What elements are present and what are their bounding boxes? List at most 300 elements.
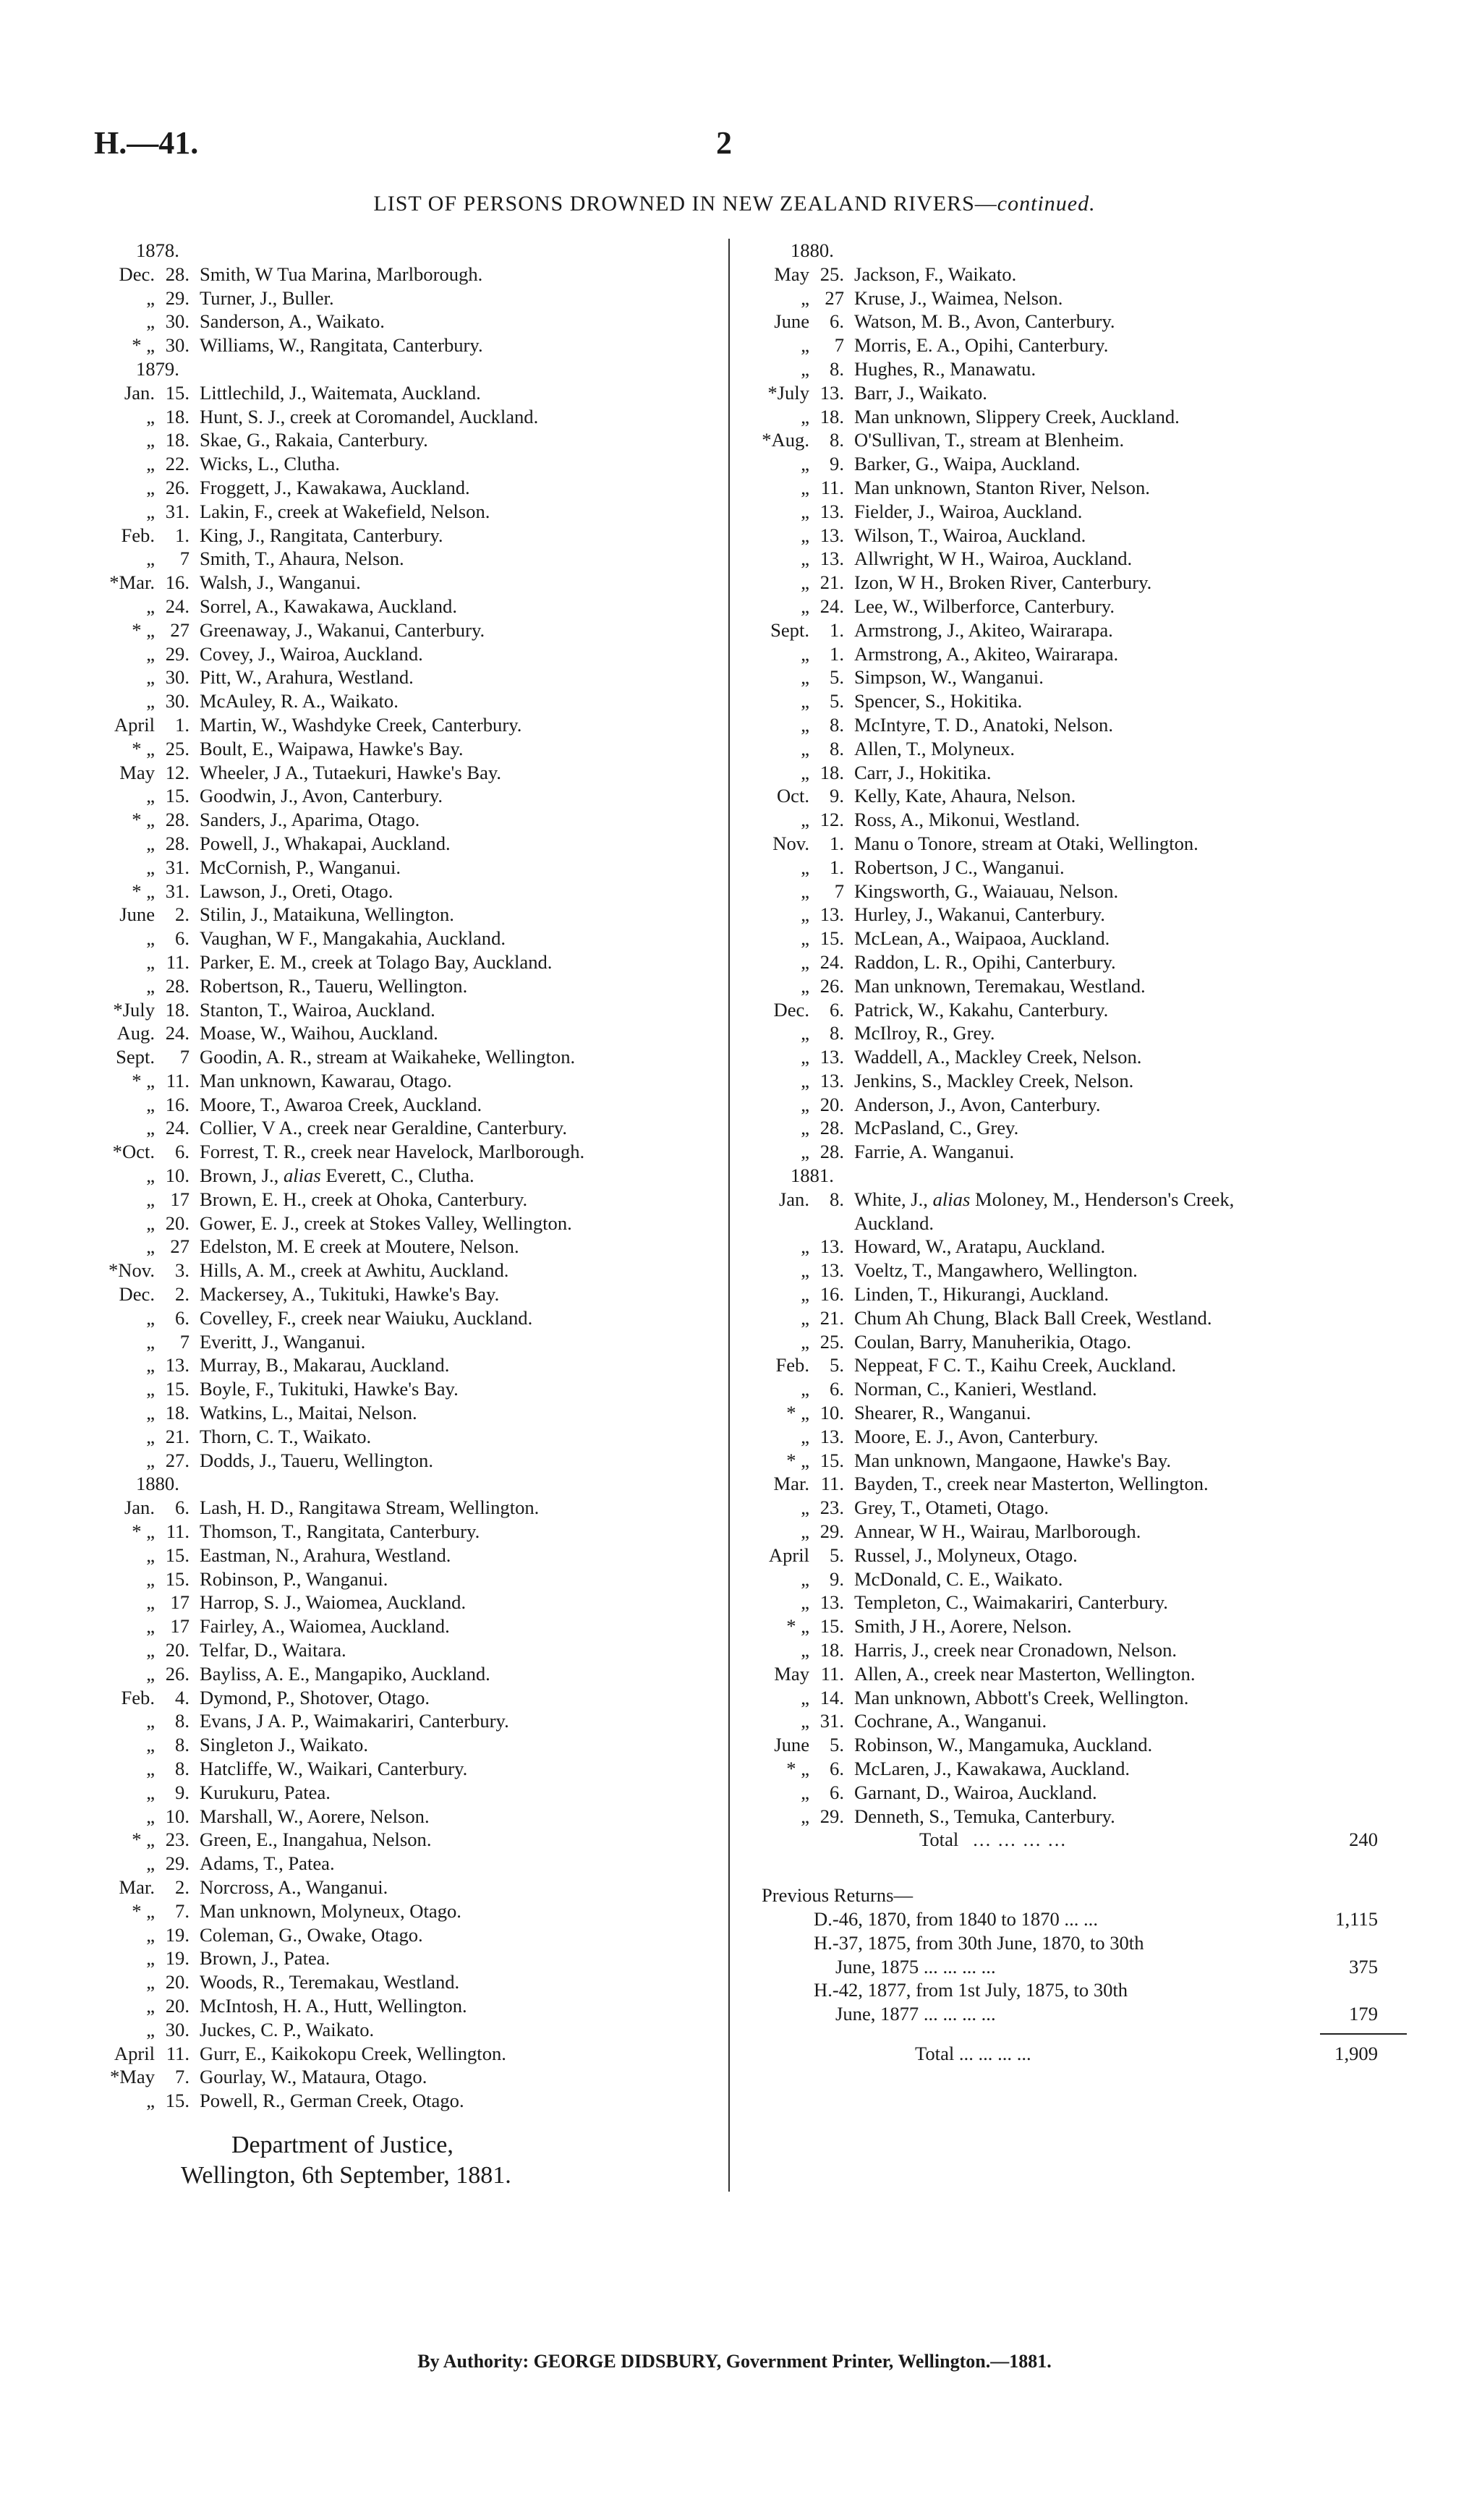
entry-day: 29.: [819, 1520, 844, 1543]
entry-day: 25.: [819, 263, 844, 285]
entry-row: [756, 1449, 1378, 1473]
entry-text: McDonald, C. E., Waikato.: [854, 1567, 1063, 1590]
entry-text: Fielder, J., Wairoa, Auckland.: [854, 500, 1083, 522]
entry-text: Boult, E., Waipawa, Hawke's Bay.: [200, 737, 464, 759]
previous-return-row: [756, 1978, 1378, 2002]
entry-row: [101, 1591, 709, 1614]
entry-day: 13.: [819, 500, 844, 522]
entry-day: 11.: [820, 1473, 844, 1495]
entry-month: „: [801, 1639, 809, 1661]
entry-text: Man unknown, Abbott's Creek, Wellington.: [854, 1686, 1189, 1708]
entry-text: Marshall, W., Aorere, Nelson.: [200, 1805, 430, 1827]
entry-day: 5.: [830, 1734, 844, 1756]
entry-row: [101, 333, 709, 357]
entry-row: [101, 428, 709, 452]
previous-return-row: [756, 1955, 1378, 1979]
entry-row: [756, 903, 1378, 927]
entry-month: *Mar.: [109, 571, 155, 594]
entry-day: 31.: [165, 880, 190, 902]
entry-day: 13.: [819, 1259, 844, 1282]
entry-month: „: [146, 856, 155, 878]
entry-row: [101, 1899, 709, 1923]
entry-day: 26.: [165, 1662, 190, 1685]
entry-text: Kurukuru, Patea.: [200, 1781, 331, 1803]
entry-text: Ross, A., Mikonui, Westland.: [854, 809, 1081, 831]
entry-day: 15.: [165, 1544, 190, 1566]
entry-day: 18.: [165, 998, 190, 1021]
entry-month: „: [146, 1781, 155, 1803]
entry-month: June: [119, 903, 155, 926]
entry-text: Wheeler, J A., Tutaekuri, Hawke's Bay.: [200, 761, 502, 783]
entry-day: 10.: [165, 1165, 190, 1187]
entry-day: 11.: [166, 1520, 190, 1543]
entry-day: 6.: [175, 1141, 190, 1163]
entry-day: 18.: [819, 1639, 844, 1661]
entry-month: * „: [132, 618, 155, 641]
entry-month: „: [801, 1259, 809, 1282]
year-heading: 1880.: [136, 1473, 179, 1495]
total-rule: [1320, 2033, 1407, 2035]
entry-row: [101, 1876, 709, 1899]
entry-day: 20.: [165, 1639, 190, 1661]
entry-day: 15.: [165, 1567, 190, 1590]
year-heading: 1880.: [791, 239, 834, 261]
entry-row: [101, 1686, 709, 1710]
entry-day: 13.: [819, 1046, 844, 1068]
entry-row: [101, 737, 709, 761]
entry-month: „: [801, 927, 809, 950]
entry-day: 7: [179, 548, 190, 570]
entry-day: 26.: [819, 974, 844, 997]
entry-row: [756, 1282, 1378, 1306]
entry-day: 30.: [165, 690, 190, 712]
entry-row: [101, 856, 709, 880]
entry-month: „: [146, 785, 155, 807]
entry-text: Barr, J., Waikato.: [854, 381, 987, 404]
entry-day: 6.: [830, 998, 844, 1021]
entry-month: „: [146, 1994, 155, 2017]
entry-month: „: [146, 1852, 155, 1875]
entry-day: 24.: [165, 1022, 190, 1044]
entry-month: „: [801, 1117, 809, 1139]
entry-row: [756, 1188, 1378, 1212]
entry-row: [101, 2089, 709, 2113]
previous-return-text: H.-37, 1875, from 30th June, 1870, to 30th: [814, 1931, 1144, 1954]
entry-row: [101, 1520, 709, 1544]
entry-day: 24.: [165, 1117, 190, 1139]
entry-month: Feb.: [121, 1686, 155, 1708]
entry-day: 12.: [165, 761, 190, 783]
entry-text: Stilin, J., Mataikuna, Wellington.: [200, 903, 454, 926]
entry-row: [756, 1805, 1378, 1829]
entry-row: [101, 405, 709, 429]
entry-month: Dec.: [773, 998, 809, 1021]
entry-text: Covey, J., Wairoa, Auckland.: [200, 642, 423, 665]
entry-month: „: [146, 286, 155, 309]
entry-row: [101, 1496, 709, 1520]
entry-day: 1.: [175, 524, 190, 546]
entry-row: [101, 1306, 709, 1330]
entry-row: [101, 950, 709, 974]
entry-text: Smith, T., Ahaura, Nelson.: [200, 548, 404, 570]
entry-text: Evans, J A. P., Waimakariri, Canterbury.: [200, 1710, 509, 1732]
entry-text: Denneth, S., Temuka, Canterbury.: [854, 1805, 1115, 1827]
entry-text: Juckes, C. P., Waikato.: [200, 2018, 375, 2040]
entry-row: [756, 1306, 1378, 1330]
entry-day: 29.: [165, 1852, 190, 1875]
entry-text: Skae, G., Rakaia, Canterbury.: [200, 429, 428, 451]
entry-day: 1.: [830, 832, 844, 854]
entry-text: Williams, W., Rangitata, Canterbury.: [200, 334, 483, 357]
entry-text: Bayden, T., creek near Masterton, Wellington.: [854, 1473, 1209, 1495]
entry-text: Hatcliffe, W., Waikari, Canterbury.: [200, 1758, 468, 1779]
entry-row: [756, 689, 1378, 713]
entry-text: Pitt, W., Arahura, Westland.: [200, 666, 414, 689]
entry-row: [101, 974, 709, 998]
entry-month: „: [146, 832, 155, 854]
grand-total-label: Total ... ... ... ...: [915, 2042, 1031, 2064]
entry-month: „: [146, 1923, 155, 1946]
entry-text: Hurley, J., Wakanui, Canterbury.: [854, 903, 1105, 926]
previous-return-text: H.-42, 1877, from 1st July, 1875, to 30th: [814, 1979, 1128, 2001]
entry-day: 31.: [165, 500, 190, 522]
entry-month: April: [768, 1544, 809, 1566]
entry-day: 26.: [165, 476, 190, 498]
entry-day: 29.: [165, 286, 190, 309]
entry-row: [756, 595, 1378, 618]
entry-day: 11.: [820, 1662, 844, 1685]
entry-month: „: [801, 500, 809, 522]
entry-day: 25.: [165, 737, 190, 759]
right-list: [756, 239, 1378, 1828]
entry-month: *Aug.: [762, 429, 809, 451]
entry-row: [101, 1923, 709, 1947]
entry-text: McLaren, J., Kawakawa, Auckland.: [854, 1758, 1131, 1779]
entry-row: [101, 1946, 709, 1970]
entry-month: „: [146, 429, 155, 451]
entry-text: Kelly, Kate, Ahaura, Nelson.: [854, 785, 1076, 807]
entry-day: 8.: [830, 713, 844, 736]
entry-day: 4.: [175, 1686, 190, 1708]
entry-month: Oct.: [776, 785, 809, 807]
entry-row: [756, 1140, 1378, 1164]
entry-text: Covelley, F., creek near Waiuku, Auckland.: [200, 1306, 533, 1329]
entry-text: Templeton, C., Waimakariri, Canterbury.: [854, 1591, 1168, 1614]
entry-row: [756, 1757, 1378, 1781]
entry-row: [101, 2018, 709, 2042]
entry-text: Telfar, D., Waitara.: [200, 1639, 346, 1661]
entry-day: 1.: [830, 642, 844, 665]
entry-text: Harrop, S. J., Waiomea, Auckland.: [200, 1591, 467, 1614]
entry-day: 21.: [819, 571, 844, 594]
entry-text: McCornish, P., Wanganui.: [200, 856, 401, 878]
previous-return-row: [756, 1907, 1378, 1931]
entry-text: Everitt, J., Wanganui.: [200, 1330, 366, 1353]
entry-row: [101, 1638, 709, 1662]
entry-day: 24.: [819, 595, 844, 617]
entry-day: 7.: [175, 2066, 190, 2088]
entry-month: Dec.: [119, 1283, 155, 1306]
entry-text: Kingsworth, G., Waiauau, Nelson.: [854, 880, 1119, 902]
entry-month: „: [801, 1710, 809, 1732]
entry-row: [101, 618, 709, 642]
entry-month: „: [146, 500, 155, 522]
entry-day: 8.: [830, 429, 844, 451]
entry-row: [101, 547, 709, 571]
entry-text: Gower, E. J., creek at Stokes Valley, Wellington.: [200, 1212, 572, 1234]
entry-row: [756, 333, 1378, 357]
entry-month: „: [146, 950, 155, 973]
entry-day: 15.: [165, 2090, 190, 2112]
entry-text: Vaughan, W F., Mangakahia, Auckland.: [200, 927, 506, 950]
entry-text: Murray, B., Makarau, Auckland.: [200, 1354, 450, 1376]
entry-row: [101, 1021, 709, 1045]
entry-text: Norcross, A., Wanganui.: [200, 1876, 388, 1898]
entry-day: 13.: [819, 524, 844, 546]
entry-text: Lash, H. D., Rangitawa Stream, Wellington.: [200, 1497, 540, 1519]
entry-text: Manu o Tonore, stream at Otaki, Wellington.: [854, 832, 1198, 854]
entry-month: „: [801, 1591, 809, 1614]
entry-month: „: [146, 2018, 155, 2040]
department-line: Department of Justice,: [231, 2132, 454, 2158]
entry-day: 2.: [175, 1283, 190, 1306]
entry-day: 20.: [819, 1093, 844, 1115]
entry-day: 13.: [819, 381, 844, 404]
printer-imprint: By Authority: GEORGE DIDSBURY, Government Printer, Wellington.—1881.: [417, 2351, 1052, 2372]
entry-day: 5.: [830, 690, 844, 712]
entry-month: „: [146, 1615, 155, 1638]
entry-month: „: [801, 1069, 809, 1091]
entry-row: [756, 1686, 1378, 1710]
entry-day: 27: [170, 1235, 190, 1258]
entry-row: [756, 1709, 1378, 1733]
place-date-line: Wellington, 6th September, 1881.: [181, 2162, 511, 2189]
entry-month: „: [801, 1283, 809, 1306]
entry-text: Gourlay, W., Mataura, Otago.: [200, 2066, 427, 2088]
entry-day: 15.: [819, 927, 844, 950]
entry-row: [101, 1662, 709, 1686]
entry-text: Carr, J., Hokitika.: [854, 761, 992, 783]
entry-row: [756, 998, 1378, 1022]
entry-month: „: [146, 1165, 155, 1187]
entry-row: [756, 476, 1378, 500]
entry-month: * „: [132, 880, 155, 902]
entry-row: [101, 1828, 709, 1852]
entry-month: „: [146, 1093, 155, 1115]
entry-row: [756, 1496, 1378, 1520]
entry-text: Waddell, A., Mackley Creek, Nelson.: [854, 1046, 1142, 1068]
entry-month: Sept.: [770, 618, 809, 641]
entry-row: [101, 1235, 709, 1259]
entry-text: McIlroy, R., Grey.: [854, 1022, 995, 1044]
entry-text: Moase, W., Waihou, Auckland.: [200, 1022, 438, 1044]
entry-row: [101, 310, 709, 333]
entry-month: April: [114, 2042, 155, 2064]
entry-text: Man unknown, Teremakau, Westland.: [854, 974, 1146, 997]
entry-text: Man unknown, Molyneux, Otago.: [200, 1899, 461, 1922]
entry-day: 15.: [819, 1615, 844, 1638]
entry-month: „: [801, 595, 809, 617]
entry-text: Parker, E. M., creek at Tolago Bay, Auckland.: [200, 950, 553, 973]
entry-row: [756, 547, 1378, 571]
entry-row: [756, 405, 1378, 429]
entry-day: 10.: [819, 1402, 844, 1424]
entry-month: June: [774, 1734, 809, 1756]
entry-text: Martin, W., Washdyke Creek, Canterbury.: [200, 713, 522, 736]
entry-row: [756, 1638, 1378, 1662]
entry-month: „: [801, 903, 809, 926]
entry-text: Garnant, D., Wairoa, Auckland.: [854, 1781, 1097, 1803]
entry-month: May: [119, 761, 155, 783]
entry-row: [101, 476, 709, 500]
entry-row: [101, 1757, 709, 1781]
entry-row: [756, 1353, 1378, 1377]
entry-row: [756, 1591, 1378, 1614]
entry-row: [756, 1401, 1378, 1425]
entry-month: „: [146, 453, 155, 475]
entry-row: [101, 500, 709, 524]
page-number: 2: [716, 125, 732, 161]
entry-text: Lee, W., Wilberforce, Canterbury.: [854, 595, 1115, 617]
entry-row: [101, 1069, 709, 1093]
entry-month: * „: [786, 1758, 809, 1779]
entry-month: Jan.: [124, 1497, 155, 1519]
entry-day: 28.: [165, 263, 190, 285]
entry-month: * „: [132, 737, 155, 759]
entry-day: 13.: [819, 1235, 844, 1258]
entry-row: [101, 1140, 709, 1164]
entry-row: [756, 1544, 1378, 1567]
entry-text: Lakin, F., creek at Wakefield, Nelson.: [200, 500, 490, 522]
document-code: H.—41.: [94, 125, 199, 161]
entry-day: 31.: [819, 1710, 844, 1732]
entry-text: Sorrel, A., Kawakawa, Auckland.: [200, 595, 457, 617]
entry-text: Cochrane, A., Wanganui.: [854, 1710, 1047, 1732]
entry-text: McLean, A., Waipaoa, Auckland.: [854, 927, 1110, 950]
entry-month: „: [146, 476, 155, 498]
entry-row: [756, 1425, 1378, 1449]
entry-row: [756, 713, 1378, 737]
entry-text: Morris, E. A., Opihi, Canterbury.: [854, 334, 1109, 357]
entry-text: Shearer, R., Wanganui.: [854, 1402, 1031, 1424]
year-heading: 1881.: [791, 1165, 834, 1187]
entry-day: 30.: [165, 310, 190, 333]
total-label: Total: [919, 1829, 959, 1851]
entry-row: [756, 1377, 1378, 1401]
entry-month: „: [801, 286, 809, 309]
total-row: [756, 1828, 1378, 1852]
entry-day: 30.: [165, 2018, 190, 2040]
entry-row: [101, 2065, 709, 2089]
entry-month: „: [801, 1425, 809, 1447]
entry-month: *July: [767, 381, 809, 404]
entry-day: 2.: [175, 1876, 190, 1898]
entry-text: Raddon, L. R., Opihi, Canterbury.: [854, 950, 1116, 973]
entry-text: Forrest, T. R., creek near Havelock, Marlborough.: [200, 1141, 585, 1163]
entry-month: „: [801, 571, 809, 594]
entry-row: [101, 1282, 709, 1306]
entry-row: [756, 1235, 1378, 1259]
previous-returns-heading: Previous Returns—: [762, 1884, 914, 1907]
entry-month: „: [801, 1093, 809, 1115]
entry-text: Moore, T., Awaroa Creek, Auckland.: [200, 1093, 482, 1115]
entry-text: Robinson, W., Mangamuka, Auckland.: [854, 1734, 1153, 1756]
entry-text: McIntosh, H. A., Hutt, Wellington.: [200, 1994, 467, 2017]
entry-day: 6.: [830, 1378, 844, 1400]
entry-day: 28.: [165, 809, 190, 831]
entry-row: [101, 665, 709, 689]
entry-month: „: [801, 880, 809, 902]
entry-month: „: [801, 974, 809, 997]
entry-month: *May: [109, 2066, 155, 2088]
entry-day: 22.: [165, 453, 190, 475]
entry-text: Sanderson, A., Waikato.: [200, 310, 385, 333]
entry-text: Collier, V A., creek near Geraldine, Canterbury.: [200, 1117, 567, 1139]
entry-row: [756, 1733, 1378, 1757]
entry-day: 1.: [830, 618, 844, 641]
entry-month: „: [146, 1188, 155, 1210]
entry-row: [756, 761, 1378, 785]
entry-day: 6.: [175, 1306, 190, 1329]
entry-row: [756, 1330, 1378, 1354]
entry-row: [101, 1116, 709, 1140]
previous-return-value: 1,115: [1335, 1907, 1378, 1930]
entry-day: 28.: [819, 1117, 844, 1139]
entry-day: 30.: [165, 666, 190, 689]
entry-row: [101, 1425, 709, 1449]
entry-row: [101, 2042, 709, 2066]
entry-month: „: [146, 1805, 155, 1827]
entry-row: [756, 856, 1378, 880]
entry-text: Man unknown, Kawarau, Otago.: [200, 1069, 452, 1091]
entry-row: [756, 524, 1378, 548]
entry-row: [756, 1614, 1378, 1638]
entry-text: Grey, T., Otameti, Otago.: [854, 1497, 1049, 1519]
entry-row: [101, 1544, 709, 1567]
entry-day: 16.: [819, 1283, 844, 1306]
entry-month: „: [146, 548, 155, 570]
entry-month: „: [801, 334, 809, 357]
entry-row: [101, 1781, 709, 1805]
entry-day: 13.: [819, 903, 844, 926]
entry-text: Jenkins, S., Mackley Creek, Nelson.: [854, 1069, 1134, 1091]
entry-day: 10.: [165, 1805, 190, 1827]
entry-row: [101, 1614, 709, 1638]
entry-month: „: [146, 690, 155, 712]
entry-day: 6.: [830, 310, 844, 333]
entry-month: „: [146, 1544, 155, 1566]
page-title: [0, 192, 1469, 216]
entry-text: Edelston, M. E creek at Moutere, Nelson.: [200, 1235, 519, 1258]
entry-day: 15.: [819, 1449, 844, 1471]
entry-month: „: [801, 1805, 809, 1827]
entry-row: [756, 357, 1378, 381]
entry-day: 31.: [165, 856, 190, 878]
grand-total-value: 1,909: [1334, 2042, 1378, 2064]
entry-row: [756, 618, 1378, 642]
entry-text: Goodin, A. R., stream at Waikaheke, Wellington.: [200, 1046, 576, 1068]
entry-row: [756, 1567, 1378, 1591]
entry-text: Thomson, T., Rangitata, Canterbury.: [200, 1520, 480, 1543]
entry-row: [101, 1401, 709, 1425]
entry-row: [101, 1353, 709, 1377]
entry-month: „: [801, 642, 809, 665]
entry-text: Adams, T., Patea.: [200, 1852, 335, 1875]
entry-day: 20.: [165, 1971, 190, 1993]
entry-month: „: [801, 856, 809, 878]
entry-text: Stanton, T., Wairoa, Auckland.: [200, 998, 435, 1021]
entry-text: Wicks, L., Clutha.: [200, 453, 340, 475]
